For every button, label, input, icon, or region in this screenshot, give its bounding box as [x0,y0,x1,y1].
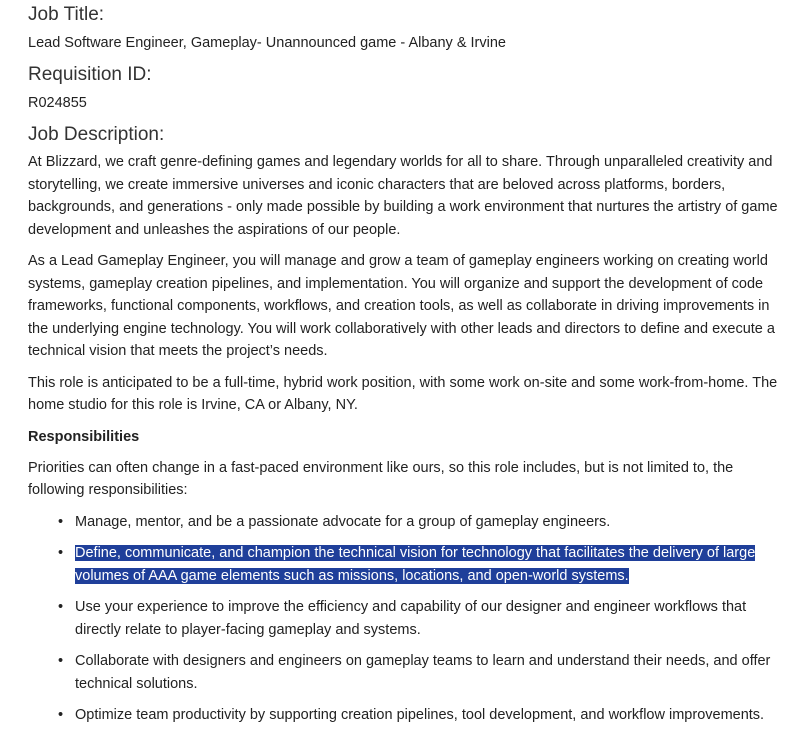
list-item [28,542,790,587]
list-item [28,704,790,727]
job-description-body [28,151,797,502]
list-item [28,511,790,534]
responsibilities-heading: Responsibilities [28,428,140,445]
job-title-label: Job Title: [28,4,105,25]
job-description-label: Job Description: [28,124,165,145]
requisition-id-label: Requisition ID: [28,64,152,85]
bullet-icon: • [58,545,64,561]
responsibility-text: Optimize team productivity by supporting creation pipelines, tool development, and workflow improvements. [75,707,765,723]
requisition-id-value: R024855 [28,95,87,111]
selected-responsibility-text[interactable]: Define, communicate, and champion the technical vision for technology that facilitates the delivery of large volumes of AAA game elements such as missions, locations, and open-world systems. [75,545,756,584]
bullet-icon: • [58,707,64,723]
list-item [28,650,790,695]
description-paragraph-role: As a Lead Gameplay Engineer, you will manage and grow a team of gameplay engineers working on creating world systems, gameplay creation pipelines, and implementation. You will organize and support the development of code frameworks, functional components, workflows, and creation tools, as well as collaborate in driving improvements in the underlying engine technology. You will work collaboratively with other leads and directors to define and execute a technical vision that meets the project’s needs. [28,253,775,359]
job-title-value: Lead Software Engineer, Gameplay- Unannounced game - Albany & Irvine [28,35,506,51]
responsibility-text: Collaborate with designers and engineers on gameplay teams to learn and understand their needs, and offer technical solutions. [75,653,771,692]
bullet-icon: • [58,513,64,530]
description-paragraph-location: This role is anticipated to be a full-time, hybrid work position, with some work on-site and some work-from-home. The home studio for this role is Irvine, CA or Albany, NY. [28,374,778,413]
responsibilities-intro: Priorities can often change in a fast-paced environment like ours, so this role includes, but is not limited to, the following responsibilities: [28,459,734,498]
responsibility-text: Use your experience to improve the efficiency and capability of our designer and engineer workflows that directly relate to player-facing gameplay and systems. [75,599,747,638]
bullet-icon: • [58,653,64,669]
list-item [28,596,790,641]
responsibilities-list [28,511,797,727]
bullet-icon: • [58,599,64,615]
responsibility-text: Manage, mentor, and be a passionate advocate for a group of gameplay engineers. [75,513,611,530]
description-paragraph-intro: At Blizzard, we craft genre-defining games and legendary worlds for all to share. Through unparalleled creativity and storytelling, we create immersive universes and iconic characters that are beloved across platforms, borders, backgrounds, and generations - only made possible by building a work environment that nurtures the artistry of game development and unleashes the aspirations of our people. [28,154,778,238]
